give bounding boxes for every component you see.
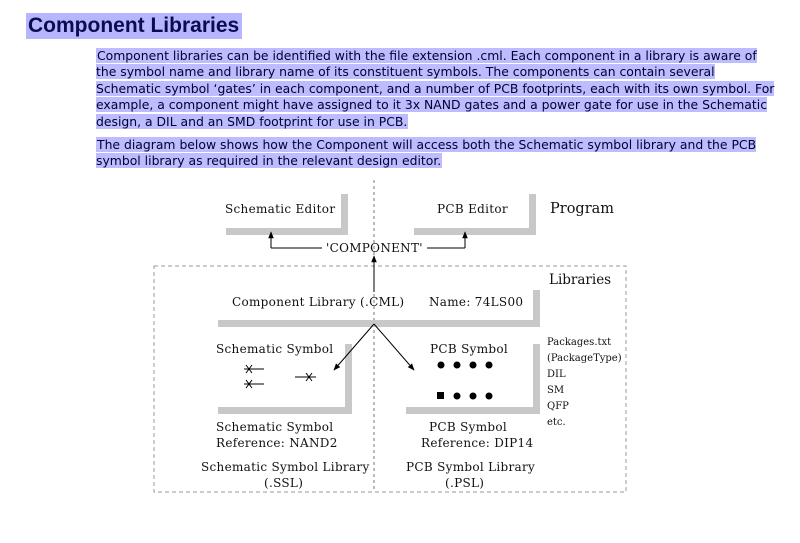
package-list-item: etc. bbox=[547, 417, 566, 428]
schematic-symbol-library-line2: (.SSL) bbox=[264, 476, 304, 490]
intro-paragraph-text: Component libraries can be identified with the file extension .cml. Each component in a library is aware of the symbol name and library name of its constituent symbols. The components can contain several Schematic symbol ‘gates’ in each component, and a number of PCB footprints, each with its own symbol. For example, a component might have assigned to it 3x NAND gates and a power gate for use in the Schematic design, a DIL and an SMD footprint for use in PCB. bbox=[96, 48, 775, 129]
program-label: Program bbox=[550, 201, 615, 217]
libraries-label: Libraries bbox=[549, 272, 612, 288]
schematic-reference-line2: Reference: NAND2 bbox=[216, 436, 338, 450]
component-label: 'COMPONENT' bbox=[326, 241, 423, 255]
package-list-item: (PackageType) bbox=[547, 353, 622, 364]
package-list-item: QFP bbox=[547, 401, 569, 412]
package-list-item: Packages.txt bbox=[547, 337, 612, 348]
schematic-symbol-label: Schematic Symbol bbox=[216, 342, 334, 356]
schematic-reference-line1: Schematic Symbol bbox=[216, 420, 334, 434]
pcb-symbol-library-line2: (.PSL) bbox=[445, 476, 485, 490]
package-list-item: DIL bbox=[547, 369, 566, 380]
package-list bbox=[547, 337, 622, 428]
schematic-symbol-library-line1: Schematic Symbol Library bbox=[201, 460, 370, 474]
pcb-symbol-library-line1: PCB Symbol Library bbox=[406, 460, 536, 474]
schematic-gate-pins bbox=[244, 365, 316, 388]
pcb-reference-line2: Reference: DIP14 bbox=[421, 436, 534, 450]
package-list-item: SM bbox=[547, 385, 565, 396]
pcb-editor-label: PCB Editor bbox=[437, 202, 508, 216]
page-title: Component Libraries bbox=[26, 13, 242, 39]
pcb-symbol-label: PCB Symbol bbox=[430, 342, 509, 356]
component-name-label: Name: 74LS00 bbox=[429, 295, 524, 309]
pcb-reference-line1: PCB Symbol bbox=[429, 420, 508, 434]
pcb-footprint-pads bbox=[437, 362, 493, 400]
schematic-editor-label: Schematic Editor bbox=[225, 202, 336, 216]
component-library-label: Component Library (.CML) bbox=[232, 295, 405, 309]
diagram-description-text: The diagram below shows how the Component will access both the Schematic symbol library and the PCB symbol library as required in the relevant design editor. bbox=[96, 137, 757, 169]
